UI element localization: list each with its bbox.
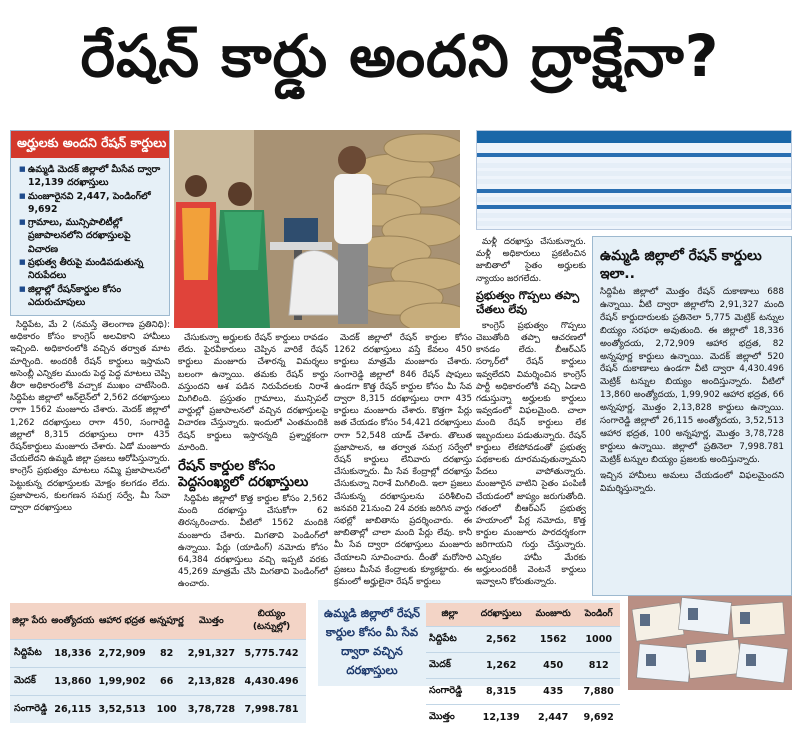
table-row (10, 668, 306, 696)
table-cell: 7,998.781 (237, 696, 306, 724)
subheading: ప్రభుత్వం గొప్పలు తప్పా చేతలు లేవు (476, 289, 586, 317)
table-cell: 5,775.742 (237, 640, 306, 668)
column-header: ఆహార భద్రత (96, 603, 147, 640)
applications-table (426, 603, 620, 730)
table-cell: 1,99,902 (96, 668, 147, 696)
article-text: చేసుకున్నా అర్హులకు రేషన్‌ కార్డులు రావడం లేదు. పైరవీకారులు చెప్పిన వారికే రేషన్‌ కార్డులు మంజూరు చేశారన్న విమర్శలు బలంగా ఉన్నాయి. తమకు రేషన్‌ కార్డు వస్తుందని ఆశ పడిన నిరుపేదలకు నిరాశే మిగిలింది. ప్రస్తుతం గ్రామాలు, మున్సిపల్‌ వార్డుల్లో ప్రజాపాలనలో వచ్చిన దరఖాస్తులపై విచారణ చేస్తున్నారు. ఇందులో ఎంతమందికి రేషన్‌ కార్డులు ఇస్తారన్నది ప్రశ్నార్థకంగా మారింది. (178, 332, 328, 454)
table-cell: 2,91,327 (186, 640, 237, 668)
table-cell: 26,115 (49, 696, 96, 724)
highlight-item: ■ జిల్లాల్లో రేషన్‌కార్డుల కోసం ఎదురుచూపులు (19, 283, 163, 310)
table-row (426, 627, 620, 653)
column-header: అంత్యోదయ (49, 603, 96, 640)
article-column-1 (10, 319, 170, 599)
column-header: జిల్లా పేరు (10, 603, 49, 640)
highlight-item: ■ మంజూరైనవి 2,447, పెండింగ్‌లో 9,692 (19, 190, 163, 217)
table-header-row (426, 603, 620, 627)
headline: రేషన్‌ కార్డు అందని ద్రాక్షేనా? (0, 0, 800, 126)
ration-shop-photo (174, 130, 460, 328)
table-cell: 7,880 (577, 679, 620, 705)
table-cell: 9,692 (577, 705, 620, 730)
highlight-item: ■ ఉమ్మడి మెదక్‌ జిల్లాలో మీసేవ ద్వారా 12,139 దరఖాస్తులు (19, 163, 163, 190)
table-cell: 2,562 (473, 627, 529, 653)
table-cell: 3,52,513 (96, 696, 147, 724)
column-header: మొత్తం (186, 603, 237, 640)
table-cell: 2,447 (529, 705, 577, 730)
district-info-box (592, 236, 792, 596)
article-text: మెదక్‌ జిల్లాలో రేషన్‌ కార్డుల కోసం 1262 దరఖాస్తులు వస్తే కేవలం 450 కార్డులు మాత్రమే మంజూరు చేశారు. సంగారెడ్డి జిల్లాలో 846 రేషన్‌ షాపులు ఉండగా కొత్త రేషన్‌ కార్డుల కోసం మీ సేవ ద్వారా 8,315 దరఖాస్తులు రాగా 435 కార్డులు మంజూరు చేశారు. కొత్తగా పేర్లు జత చేయడం కోసం 54,421 దరఖాస్తులు రాగా 52,548 యాడ్‌ చేశారు. తొలుత ప్రజాపాలన, ఆ తర్వాత సమగ్ర సర్వేలో రేషన్‌ కార్డులు లేనివారు దరఖాస్తు చేసుకున్నారు. మీ సేవ కేంద్రాల్లో దరఖాస్తు చేసుకున్నా నిరాశే మిగిలింది. ఇలా ప్రజలు చేసుకున్న దరఖాస్తులను పరిశీలించి జనవరి 21నుంచి 24 వరకు జరిగిన వార్డు సభల్లో జాబితాను ప్రదర్శించారు. ఈ జాబితాల్లో చాలా మంది పేర్లు లేవు. కానీ మీ సేవ ద్వారా దరఖాస్తులు మంజూరు చేయాలని సూచించారు. దీంతో మరోసారి ప్రజలు మీసేవ కేంద్రాలకు క్యూకట్టారు. ఈ క్రమంలో అర్హులైనా రేషన్‌ కార్డులు (334, 332, 472, 588)
ration-website-screenshot (476, 130, 792, 230)
column-header: బియ్యం (టన్నుల్లో) (237, 603, 306, 640)
table-cell: 3,78,728 (186, 696, 237, 724)
article-text: సిద్దిపేట, మే 2 (నమస్తే తెలంగాణ ప్రతినిధి): అధికారం కోసం కాంగ్రెస్‌ అలవికాని హామీలు ఇచ్చింది. అధికారంలోకి వచ్చిన తర్వాత మాట మార్చింది. అందరికీ రేషన్‌ కార్డులు ఇస్తామని అసెంబ్లీ ఎన్నికల ముందు పెద్ద పెద్ద మాటలు చెప్పి తీరా అధికారంలోకి వచ్చాక ముఖం చాటేసింది. సిద్దిపేట జిల్లాలో ఆన్‌లైన్‌లో 2,562 దరఖాస్తులు రాగా 1562 మంజూరు చేశారు. మెదక్‌ జిల్లాలో 1,262 దరఖాస్తులు రాగా 450, సంగారెడ్డి జిల్లాలో 8,315 దరఖాస్తులు రాగా 435 రేషన్‌కార్డులు మంజూరు చేశారు. ఏడో మంజూరు చేయలేదని ఉమ్మడి జిల్లా ప్రజలు ఆరోపిస్తున్నారు. కాంగ్రెస్‌ ప్రభుత్వం మాటలు నమ్మి ప్రజాపాలనలో పెట్టుకున్న దరఖాస్తులకు మోక్షం కలగడం లేదు. ప్రజాపాలన, కులగణన సమగ్ర సర్వే, మీ సేవా ద్వారా దరఖాస్తులు (10, 319, 170, 514)
table-row (426, 679, 620, 705)
column-header: మంజూరు (529, 603, 577, 627)
highlight-item: ■ ప్రభుత్వ తీరుపై మండిపడుతున్న నిరుపేదలు (19, 256, 163, 283)
table-cell: 1,262 (473, 653, 529, 679)
table-row (426, 653, 620, 679)
table-cell: 450 (529, 653, 577, 679)
district-info-after: ఇచ్చిన హామీలు అమలు చేయడంలో విఫలమైందని విమర్శిస్తున్నారు. (600, 470, 784, 496)
table-cell: సిద్దిపేట (426, 627, 473, 653)
table-cell: 100 (148, 696, 186, 724)
table-cell: మెదక్‌ (426, 653, 473, 679)
article-text: సిద్దిపేట జిల్లాలో కొత్త కార్డుల కోసం 2,562 మంది దరఖాస్తు చేసుకోగా 62 తిరస్కరించారు. వీటిలో 1562 మందికి మంజూరు చేశారు. మిగతావి పెండింగ్‌లో ఉన్నాయి. పేర్లు (యాడింగ్‌) నమోదు కోసం 64,384 దరఖాస్తులు వచ్చి ఇప్పటి వరకు 45,269 మాత్రమే చేసి మిగతావి పెండింగ్‌లో ఉంచారు. (178, 493, 328, 591)
column-header: జిల్లా (426, 603, 473, 627)
highlights-title: అర్హులకు అందని రేషన్‌ కార్డులు (11, 131, 169, 158)
table-cell: 2,13,828 (186, 668, 237, 696)
table-row (10, 640, 306, 668)
table-cell: 66 (148, 668, 186, 696)
table-cell: సంగారెడ్డి (426, 679, 473, 705)
table-cell: 1562 (529, 627, 577, 653)
table-cell: 18,336 (49, 640, 96, 668)
table-cell: 12,139 (473, 705, 529, 730)
table-cell: 4,430.496 (237, 668, 306, 696)
table-cell: 13,860 (49, 668, 96, 696)
article-column-3 (334, 332, 472, 595)
table-cell: సిద్దిపేట (10, 640, 49, 668)
highlight-item: ■ గ్రామాలు, మున్సిపాలిటీల్లో ప్రజాపాలనలోని దరఖాస్తులపై విచారణ (19, 216, 163, 256)
table-cell: 8,315 (473, 679, 529, 705)
column-header: అన్నపూర్ణ (148, 603, 186, 640)
table-cell: మొత్తం (426, 705, 473, 730)
article-column-2 (178, 332, 328, 599)
ration-cards-photo (628, 596, 792, 690)
table-row (10, 696, 306, 724)
table-cell: 1000 (577, 627, 620, 653)
table-header-row (10, 603, 306, 640)
highlights-box (10, 130, 170, 316)
district-info-text: సిద్దిపేట జిల్లాలో మొత్తం రేషన్‌ దుకాణాలు 688 ఉన్నాయి. వీటి ద్వారా జిల్లాలోని 2,91,327 మంది రేషన్‌ కార్డుదారులకు ప్రతినెలా 5,775 మెట్రిక్‌ టన్నుల బియ్యం సరఫరా అవుతుంది. ఈ జిల్లాలో 18,336 అంత్యోదయ, 2,72,909 ఆహార భద్రత, 82 అన్నపూర్ణ కార్డులు ఉన్నాయి. మెదక్‌ జిల్లాలో 520 రేషన్‌ దుకాణాలు ఉండగా వీటి ద్వారా 4,430.496 మెట్రిక్‌ టన్నుల బియ్యం అందిస్తున్నారు. వీటిలో 13,860 అంత్యోదయ, 1,99,902 ఆహార భద్రత, 66 అన్నపూర్ణ, మొత్తం 2,13,828 కార్డులు ఉన్నాయి. సంగారెడ్డి జిల్లాలో 26,115 అంత్యోదయ, 3,52,513 ఆహార భద్రత, 100 అన్నపూర్ణ, మొత్తం 3,78,728 కార్డులు ఉన్నాయి. జిల్లాలో ప్రతినెలా 7,998.781 మెట్రిక్‌ టన్నుల బియ్యం ప్రజలకు అందిస్తున్నారు. (600, 286, 784, 467)
table-row (426, 705, 620, 730)
table-cell: మెదక్‌ (10, 668, 49, 696)
website-header-bar (477, 131, 791, 143)
district-info-title: ఉమ్మడి జిల్లాలో రేషన్‌ కార్డులు ఇలా.. (600, 247, 784, 283)
table-cell: సంగారెడ్డి (10, 696, 49, 724)
article-column-4 (476, 236, 586, 596)
table-cell: 812 (577, 653, 620, 679)
table-cell: 82 (148, 640, 186, 668)
table-cell: 2,72,909 (96, 640, 147, 668)
applications-caption: ఉమ్మడి జిల్లాలో రేషన్‌ కార్డుల కోసం మీ సేవ ద్వారా వచ్చిన దరఖాస్తులు (322, 604, 422, 680)
column-header: పెండింగ్‌ (577, 603, 620, 627)
ration-cards-table (10, 603, 306, 723)
article-text: కాంగ్రెస్‌ ప్రభుత్వం గొప్పలు చెబుతోంది తప్పా ఆచరణలో కానడం లేదు. బీఆర్‌ఎస్‌ సర్కార్‌లో రేషన్‌ కార్డులు ఇవ్వలేదని విమర్శించిన కాంగ్రెస్‌ పార్టీ అధికారంలోకి వచ్చి ఏడాది గడుస్తున్నా అర్హులకు కార్డులు ఇవ్వడంలో విఫలమైంది. చాలా మంది రేషన్‌ కార్డులు లేక ఇబ్బందులు పడుతున్నారు. రేషన్‌ కార్డులు లేకపోవడంతో ప్రభుత్వ పథకాలకు దూరమవుతున్నామని పేదలు వాపోతున్నారు. మంజూరైన వాటిని సైతం పంపిణీ చేయడంలో జాప్యం జరుగుతోంది. గతంలో బీఆర్‌ఎస్‌ ప్రభుత్వ హయాంలో పేర్ల నమోదు, కొత్త కార్డుల మంజూరు పారదర్శకంగా జరిగాయని గుర్తు చేస్తున్నారు. ఎన్నికల హామీ మేరకు అర్హులందరికీ వెంటనే కార్డులు ఇవ్వాలని కోరుతున్నారు. (476, 320, 586, 588)
column-header: దరఖాస్తులు (473, 603, 529, 627)
subheading: రేషన్‌ కార్డుల కోసం పెద్దసంఖ్యలో దరఖాస్తులు (178, 458, 328, 490)
article-text: మళ్లీ దరఖాస్తు చేసుకున్నారు. మళ్లీ అధికారులు ప్రకటించిన జాబితాలో సైతం అర్హులకు న్యాయం జరగలేదు. (476, 236, 586, 285)
table-cell: 435 (529, 679, 577, 705)
highlights-list (11, 158, 169, 309)
